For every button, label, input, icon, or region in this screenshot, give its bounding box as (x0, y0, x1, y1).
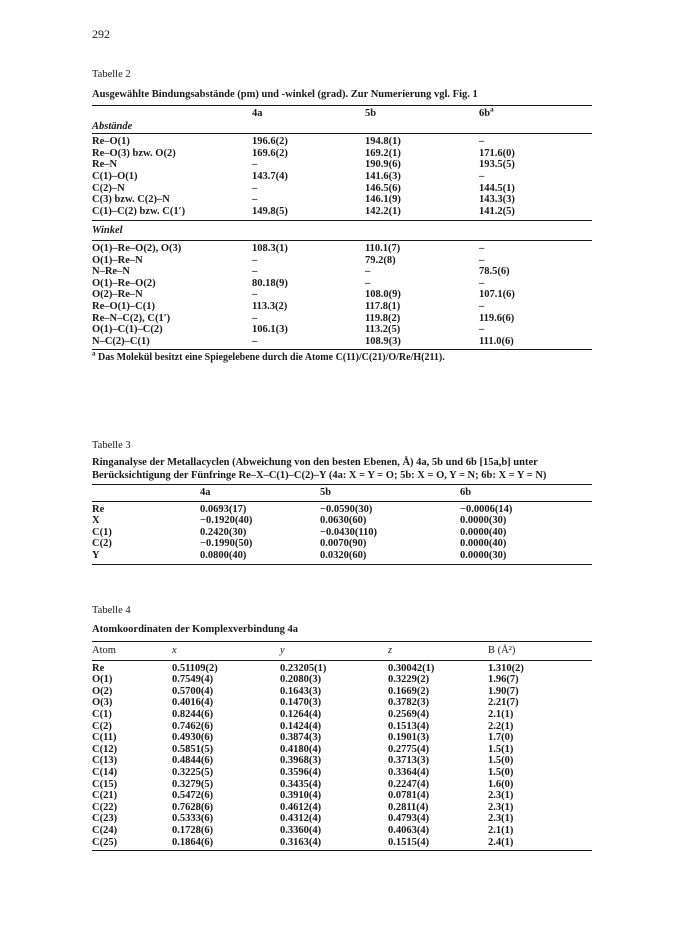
table2-angle-row-cell: Re–N–C(2), C(1′) (92, 312, 171, 324)
table4-row-cell: 0.4793(4) (388, 813, 430, 825)
table4-row-cell: 0.7628(6) (172, 801, 214, 813)
table4-top-rule (92, 641, 592, 642)
table2-angles-rule (92, 240, 592, 241)
table4-row (92, 767, 592, 779)
table4-row-cell: 0.3435(4) (280, 778, 322, 790)
table4-row-cell: 0.3364(4) (388, 766, 430, 778)
table2-angle-row-cell: 108.9(3) (365, 335, 401, 347)
table4-row (92, 802, 592, 814)
table4-row-cell: C(14) (92, 766, 118, 778)
table2-angle-row-cell: 80.18(9) (252, 277, 288, 289)
table4-row-cell: 0.2247(4) (388, 778, 430, 790)
table3-row-cell: −0.1990(50) (200, 538, 253, 550)
table2-distance-row-cell: C(2)–N (92, 182, 125, 194)
table4-row-cell: 0.1424(4) (280, 720, 322, 732)
table4-row-cell: C(25) (92, 836, 118, 848)
table2-angle-row-cell: 108.3(1) (252, 242, 288, 254)
table4-header-rule (92, 660, 592, 661)
table2-angle-row-cell: 117.8(1) (365, 300, 401, 312)
table2-distance-row-cell: 141.6(3) (365, 170, 401, 182)
table4-row-cell: 0.5851(5) (172, 743, 214, 755)
table4-row-cell: 0.3360(4) (280, 824, 322, 836)
table3-caption-block (92, 456, 592, 482)
table2-header-rule (92, 133, 592, 134)
table4-col-y: y (280, 645, 285, 656)
table2-angle-row-cell: – (252, 335, 258, 347)
table4-row-cell: 0.4930(6) (172, 732, 214, 744)
table2-distance-row (92, 183, 592, 195)
table2-distance-row-cell: Re–O(3) bzw. O(2) (92, 147, 176, 159)
table4-row-cell: 0.7462(6) (172, 720, 214, 732)
table2-angle-row-cell: – (479, 324, 485, 336)
table2-angle-row-cell: 78.5(6) (479, 266, 510, 278)
table3 (92, 484, 592, 565)
table2-angle-row-cell: O(1)–Re–O(2) (92, 277, 156, 289)
table4-row-cell: 2.2(1) (488, 720, 514, 732)
table4-row-cell: 0.5472(6) (172, 790, 214, 802)
table4-row-cell: 0.3910(4) (280, 790, 322, 802)
table4-row (92, 732, 592, 744)
table2-top-rule (92, 105, 592, 106)
table4-row (92, 837, 592, 849)
table4-row (92, 779, 592, 791)
table2-distances (92, 136, 592, 217)
table2-angle-row-cell: O(1)–C(1)–C(2) (92, 324, 163, 336)
table2-angle-row-cell: – (365, 266, 371, 278)
table4-row (92, 790, 592, 802)
table4-row-cell: 2.3(1) (488, 813, 514, 825)
table4-row-cell: 0.2775(4) (388, 743, 430, 755)
table3-header-row (92, 487, 592, 499)
table3-row-cell: 0.0000(30) (460, 549, 507, 561)
table4-body (92, 663, 592, 849)
table2-angle-row-cell: – (479, 254, 485, 266)
table3-row (92, 527, 592, 539)
table4-row-cell: C(15) (92, 778, 118, 790)
table2-angle-row (92, 243, 592, 255)
table4-row-cell: 0.3225(5) (172, 766, 214, 778)
table3-title: Tabelle 3 (92, 440, 131, 451)
table2-section-distances: Abstände (92, 120, 133, 132)
table2-caption: Ausgewählte Bindungsabstände (pm) und -winkel (grad). Zur Numerierung vgl. Fig. 1 (92, 89, 478, 100)
table2-header-row (92, 108, 592, 120)
table2-footnote-mark-header: a (490, 105, 494, 114)
table2-angle-row-cell: O(2)–Re–N (92, 289, 143, 301)
table2-header-table (92, 105, 592, 132)
table2-distance-row-cell: C(1)–O(1) (92, 170, 138, 182)
table2-distance-row-cell: Re–N (92, 159, 118, 171)
table4-row-cell: 0.0781(4) (388, 790, 430, 802)
table2-section-angles: Winkel (92, 225, 123, 237)
table2-angle-row-cell: – (252, 254, 258, 266)
table2-angle-row-cell: 107.1(6) (479, 289, 515, 301)
table4-row-cell: 0.2080(3) (280, 674, 322, 686)
table2-footnote-text: Das Molekül besitzt eine Spiegelebene durch die Atome C(11)/C(21)/O/Re/H(211). (98, 352, 445, 364)
table4-caption-block (92, 623, 592, 636)
table2-angle-row-cell: – (252, 266, 258, 278)
table4-header (92, 645, 592, 657)
table4-row (92, 825, 592, 837)
table4-row-cell: 0.8244(6) (172, 708, 214, 720)
table2 (92, 105, 592, 364)
table3-row-cell: −0.0006(14) (460, 503, 513, 515)
table3-row (92, 504, 592, 516)
table2-angle-row-cell: 110.1(7) (365, 242, 401, 254)
table2-distance-row-cell: 143.3(3) (479, 194, 515, 206)
table4-row-cell: 0.3163(4) (280, 836, 322, 848)
table2-distance-row-cell: – (252, 159, 258, 171)
table2-distance-row-cell: – (479, 170, 485, 182)
table2-angle-row (92, 289, 592, 301)
table4-row-cell: O(3) (92, 697, 113, 709)
table2-angle-row-cell: 113.3(2) (252, 300, 288, 312)
table3-caption-line2: Berücksichtigung der Fünfringe Re–X–C(1)–C(2)–Y (4a: X = Y = O; 5b: X = O, Y = N; 6b: X = Y = N) (92, 470, 547, 481)
table2-angle-row-cell: – (479, 300, 485, 312)
table2-angle-row-cell: 111.0(6) (479, 335, 514, 347)
table4-row-cell: 1.5(0) (488, 755, 514, 767)
table2-angles (92, 243, 592, 347)
table4-row-cell: 0.1643(3) (280, 685, 322, 697)
table4-row-cell: 0.1513(4) (388, 720, 430, 732)
table2-distance-row-cell: 146.5(6) (365, 182, 401, 194)
table4-row-cell: 0.23205(1) (280, 662, 327, 674)
table2-angle-row-cell: 108.0(9) (365, 289, 401, 301)
table4-row-cell: 0.1864(6) (172, 836, 214, 848)
table4-row-cell: 0.3279(5) (172, 778, 214, 790)
table4-row-cell: C(13) (92, 755, 118, 767)
table4-row-cell: 1.90(7) (488, 685, 519, 697)
table4-row-cell: 0.51109(2) (172, 662, 218, 674)
table2-distance-row (92, 206, 592, 218)
table4-row-cell: 0.4844(6) (172, 755, 214, 767)
table4-row-cell: 0.1669(2) (388, 685, 430, 697)
table2-distance-row-cell: 169.2(1) (365, 147, 401, 159)
table3-caption-line1: Ringanalyse der Metallacyclen (Abweichung von den besten Ebenen, Å) 4a, 5b und 6b [15a,b] unter (92, 457, 538, 468)
table4-row-cell: 0.1728(6) (172, 824, 214, 836)
table3-row-cell: 0.0000(40) (460, 526, 507, 538)
table4-row (92, 709, 592, 721)
table2-distance-row-cell: C(1)–C(2) bzw. C(1′) (92, 205, 186, 217)
table4-row-cell: 0.3782(3) (388, 697, 430, 709)
table2-angle-row (92, 255, 592, 267)
table3-row-cell: Re (92, 503, 105, 515)
table3-row-cell: −0.1920(40) (200, 515, 253, 527)
table2-angle-row-cell: Re–O(1)–C(1) (92, 300, 155, 312)
table4-col-b: B (Å²) (488, 645, 516, 656)
table2-bottom-rule (92, 349, 592, 350)
table2-distance-row (92, 171, 592, 183)
table4-row-cell: 0.3874(3) (280, 732, 322, 744)
table4-label-block (92, 604, 592, 617)
table4-row-cell: 2.1(1) (488, 824, 514, 836)
table3-label-block (92, 439, 592, 452)
table4-row-cell: 1.310(2) (488, 662, 524, 674)
table4-row-cell: 0.2811(4) (388, 801, 429, 813)
table4-row-cell: C(2) (92, 720, 112, 732)
table4-row-cell: 2.1(1) (488, 708, 514, 720)
table4-row-cell: 0.1901(3) (388, 732, 430, 744)
table4-row (92, 674, 592, 686)
table3-row-cell: 0.0070(90) (320, 538, 367, 550)
table4-row-cell: 0.4016(4) (172, 697, 214, 709)
table2-distance-row (92, 194, 592, 206)
table4-bottom-rule (92, 850, 592, 851)
table4-row-cell: 1.5(0) (488, 766, 514, 778)
table4-row-cell: 0.3713(3) (388, 755, 430, 767)
table2-distance-row-cell: – (479, 136, 485, 148)
table4-row-cell: 0.3229(2) (388, 674, 430, 686)
table3-row-cell: Y (92, 549, 100, 561)
table2-angle-row (92, 324, 592, 336)
table2-distance-row (92, 159, 592, 171)
table2-angle-row-cell: O(1)–Re–N (92, 254, 143, 266)
table3-row-cell: −0.0430(110) (320, 526, 378, 538)
table2-distance-row-cell: – (252, 194, 258, 206)
table4-row-cell: 2.3(1) (488, 790, 514, 802)
table2-angle-row-cell: – (479, 242, 485, 254)
table3-body (92, 504, 592, 562)
table2-angle-row-cell: 119.8(2) (365, 312, 401, 324)
table2-col-6b: $6b^a$ (479, 105, 494, 119)
table2-distance-row-cell: 190.9(6) (365, 159, 401, 171)
table3-top-rule (92, 484, 592, 485)
table2-col-4a: 4a (252, 108, 263, 119)
table2-mid-rule (92, 220, 592, 221)
table4-row-cell: 0.1515(4) (388, 836, 430, 848)
table2-angle-row-cell: – (252, 312, 258, 324)
table4-row-cell: O(2) (92, 685, 113, 697)
table2-label (92, 68, 592, 81)
table4-row-cell: C(23) (92, 813, 118, 825)
table4-row (92, 721, 592, 733)
table3-col-6b: 6b (460, 487, 472, 498)
table2-footnote (92, 349, 592, 364)
table4-row (92, 813, 592, 825)
table3-row-cell: 0.0693(17) (200, 503, 247, 515)
table4-row-cell: 0.5333(6) (172, 813, 214, 825)
table4-row-cell: 0.7549(4) (172, 674, 214, 686)
table3-row-cell: X (92, 515, 100, 527)
table4-row-cell: C(12) (92, 743, 118, 755)
table2-angle-row-cell: – (252, 289, 258, 301)
table4-row-cell: 0.3968(3) (280, 755, 322, 767)
table4 (92, 641, 592, 851)
table2-angle-row (92, 313, 592, 325)
table3-header (92, 487, 592, 499)
table3-row (92, 538, 592, 550)
table2-col-empty (92, 108, 252, 120)
table4-row (92, 697, 592, 709)
table4-caption: Atomkoordinaten der Komplexverbindung 4a (92, 624, 299, 635)
page-number: 292 (92, 27, 110, 41)
table4-row-cell: 0.4312(4) (280, 813, 322, 825)
table2-distance-row-cell: – (252, 182, 258, 194)
table4-row-cell: C(21) (92, 790, 118, 802)
table3-row-cell: −0.0590(30) (320, 503, 373, 515)
table3-col-empty (92, 487, 200, 499)
table4-row-cell: 1.96(7) (488, 674, 519, 686)
table2-angle-row-cell: 119.6(6) (479, 312, 515, 324)
table3-row-cell: C(2) (92, 538, 112, 550)
table2-distance-row-cell: C(3) bzw. C(2)–N (92, 194, 170, 206)
table2-angle-row-cell: 106.1(3) (252, 324, 288, 336)
table2-angle-row-cell: N–C(2)–C(1) (92, 335, 150, 347)
table3-row-cell: 0.0000(40) (460, 538, 507, 550)
table3-row-cell: 0.0320(60) (320, 549, 367, 561)
table4-row (92, 755, 592, 767)
table2-angle-row (92, 301, 592, 313)
table2-distance-row-cell: 144.5(1) (479, 182, 515, 194)
table3-row (92, 515, 592, 527)
table4-row-cell: 1.5(1) (488, 743, 514, 755)
table4-row-cell: O(1) (92, 674, 113, 686)
table2-angle-row-cell: – (479, 277, 485, 289)
table2-distance-row-cell: 149.8(5) (252, 205, 288, 217)
table3-row-cell: 0.0800(40) (200, 549, 247, 561)
table3-row-cell: 0.0630(60) (320, 515, 367, 527)
table2-distance-row-cell: Re–O(1) (92, 136, 130, 148)
table3-bottom-rule (92, 564, 592, 565)
table2-distance-row-cell: 196.6(2) (252, 136, 288, 148)
table2-caption-block (92, 88, 592, 101)
table2-angle-row-cell: N–Re–N (92, 266, 130, 278)
table2-angle-row (92, 278, 592, 290)
table3-row-cell: 0.0000(30) (460, 515, 507, 527)
table4-row-cell: 0.1470(3) (280, 697, 322, 709)
table2-distance-row-cell: 143.7(4) (252, 170, 288, 182)
table2-distance-row (92, 136, 592, 148)
table4-row-cell: 0.5700(4) (172, 685, 214, 697)
table4-title: Tabelle 4 (92, 605, 131, 616)
table2-title: Tabelle 2 (92, 69, 131, 80)
table4-row-cell: C(11) (92, 732, 117, 744)
table2-distance-row-cell: 194.8(1) (365, 136, 401, 148)
table2-angle-row-cell: 113.2(5) (365, 324, 401, 336)
table4-row-cell: 1.7(0) (488, 732, 514, 744)
table2-col-5b: 5b (365, 108, 377, 119)
table2-distance-row-cell: 142.2(1) (365, 205, 401, 217)
table4-row-cell: C(24) (92, 824, 118, 836)
table3-row-cell: C(1) (92, 526, 112, 538)
table2-angle-row-cell: O(1)–Re–O(2), O(3) (92, 242, 182, 254)
table2-angle-row (92, 266, 592, 278)
table2-footnote-mark: a (92, 349, 96, 358)
table4-row-cell: 2.4(1) (488, 836, 514, 848)
table4-row-cell: 0.1264(4) (280, 708, 322, 720)
table2-distance-row-cell: 193.5(5) (479, 159, 515, 171)
table4-row-cell: C(1) (92, 708, 112, 720)
table2-angle-row-cell: – (365, 277, 371, 289)
table4-row (92, 686, 592, 698)
table4-row-cell: 1.6(0) (488, 778, 514, 790)
table2-angle-row (92, 336, 592, 348)
table4-row (92, 663, 592, 675)
table4-row-cell: 0.4063(4) (388, 824, 430, 836)
table3-row (92, 550, 592, 562)
table4-row-cell: 2.3(1) (488, 801, 514, 813)
table4-row-cell: 0.3596(4) (280, 766, 322, 778)
table4-col-atom: Atom (92, 645, 116, 656)
table3-row-cell: 0.2420(30) (200, 526, 247, 538)
table4-header-row (92, 645, 592, 657)
table2-distance-row-cell: 169.6(2) (252, 147, 288, 159)
table3-header-rule (92, 501, 592, 502)
table4-col-x: x (172, 645, 177, 656)
table2-angles-header (92, 224, 592, 237)
table4-row-cell: Re (92, 662, 105, 674)
table2-distance-row-cell: 146.1(9) (365, 194, 401, 206)
table3-col-5b: 5b (320, 487, 332, 498)
table4-row-cell: C(22) (92, 801, 118, 813)
table2-distance-row (92, 148, 592, 160)
table2-distance-row-cell: 141.2(5) (479, 205, 515, 217)
table4-row-cell: 0.30042(1) (388, 662, 435, 674)
table2-angle-row-cell: 79.2(8) (365, 254, 396, 266)
table4-row-cell: 0.4612(4) (280, 801, 322, 813)
table2-distance-row-cell: 171.6(0) (479, 147, 515, 159)
table4-col-z: z (388, 645, 393, 656)
table4-row (92, 744, 592, 756)
table4-row-cell: 0.4180(4) (280, 743, 322, 755)
table4-row-cell: 2.21(7) (488, 697, 519, 709)
table4-row-cell: 0.2569(4) (388, 708, 430, 720)
table3-col-4a: 4a (200, 487, 211, 498)
